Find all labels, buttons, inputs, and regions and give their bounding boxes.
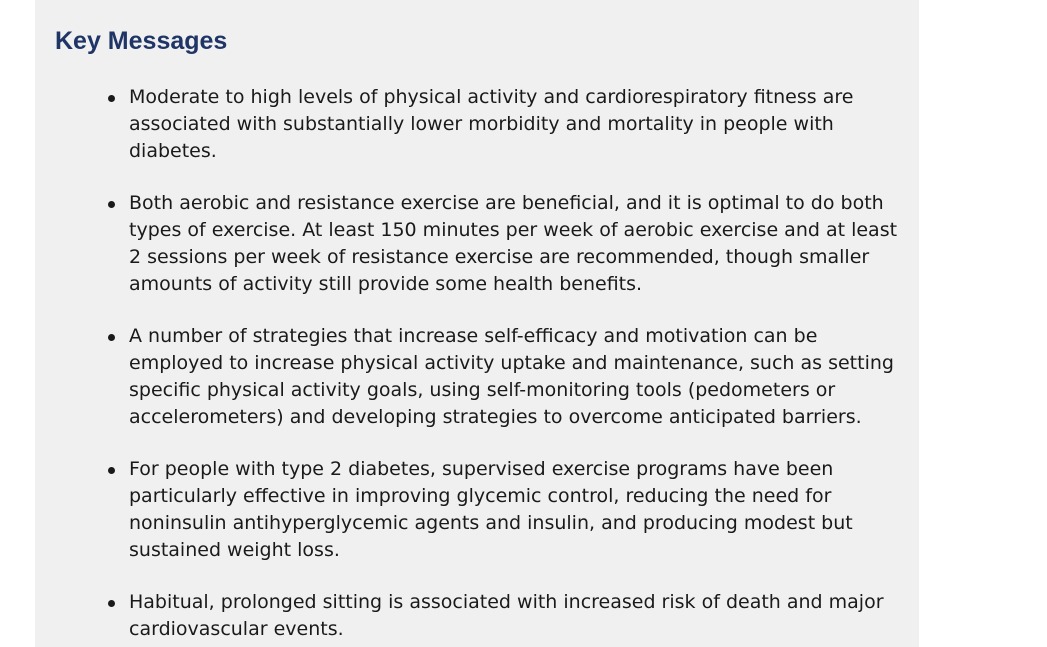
list-item — [129, 589, 899, 643]
bullet-icon — [108, 467, 115, 474]
key-messages-panel — [35, 0, 919, 647]
list-item-text: Both aerobic and resistance exercise are beneficial, and it is optimal to do both types of exercise. At least 150 minutes per week of aerobic exercise and at least 2 sessions per week of resistance exercise are recommended, though smaller amounts of activity still provide some health benefits. — [129, 192, 898, 295]
list-item — [129, 323, 899, 431]
bullet-icon — [108, 334, 115, 341]
list-item — [129, 190, 899, 298]
section-title: Key Messages — [55, 27, 228, 55]
list-item-text: Habitual, prolonged sitting is associated with increased risk of death and major cardiovascular events. — [129, 591, 884, 640]
bullet-icon — [108, 201, 115, 208]
list-item — [129, 456, 899, 564]
bullet-icon — [108, 95, 115, 102]
list-item — [129, 84, 899, 165]
list-item-text: Moderate to high levels of physical activity and cardiorespiratory fitness are associated with substantially lower morbidity and mortality in people with diabetes. — [129, 86, 854, 162]
list-item-text: For people with type 2 diabetes, supervised exercise programs have been particularly effective in improving glycemic control, reducing the need for noninsulin antihyperglycemic agents and insulin, and producing modest but sustained weight loss. — [129, 458, 853, 561]
key-messages-list — [129, 84, 899, 647]
list-item-text: A number of strategies that increase self-efficacy and motivation can be employed to increase physical activity uptake and maintenance, such as setting specific physical activity goals, using self-monitoring tools (pedometers or accelerometers) and developing strategies to overcome anticipated barriers. — [129, 325, 894, 428]
bullet-icon — [108, 600, 115, 607]
